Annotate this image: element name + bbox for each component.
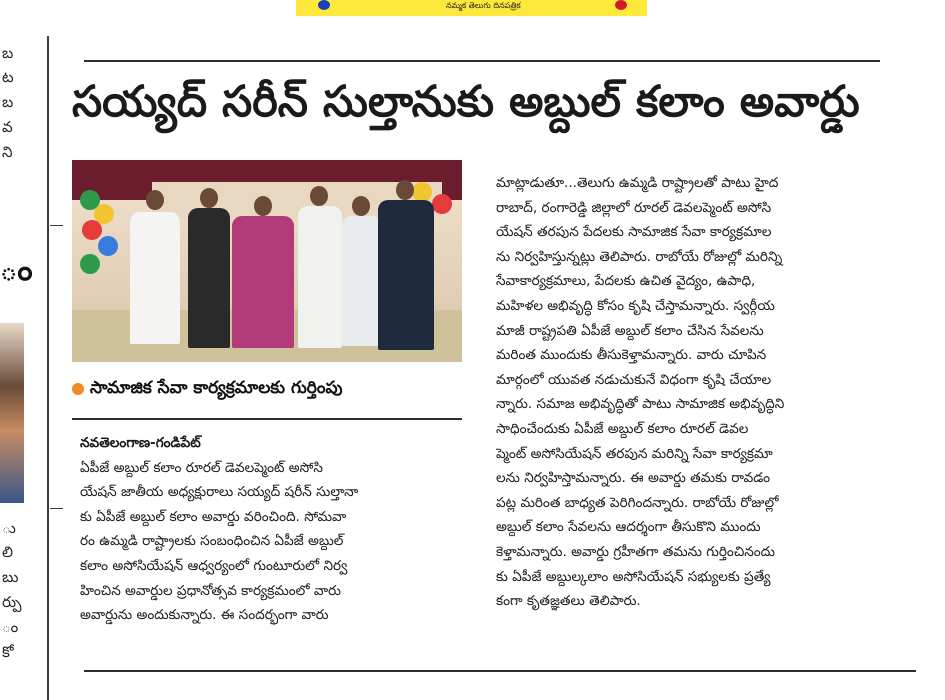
article-column-right: [496, 171, 888, 614]
article-text-line: కెళ్తామన్నారు. అవార్డు గ్రహీతగా తమను గుర్తించినందు: [496, 543, 775, 560]
article-text-line: మాజీ రాష్ట్రపతి ఏపీజే అబ్దుల్ కలాం చేసిన సేవలను: [496, 322, 764, 339]
article-dateline: నవతెలంగాణ-గండిపేట్: [80, 435, 201, 451]
fragment-text: బ: [2, 93, 14, 111]
person-figure: [342, 216, 382, 346]
person-head: [396, 180, 414, 200]
article-text-line: రాబాద్, రంగారెడ్డి జిల్లాలో రూరల్ డెవలప్మెంట్ అసోసి: [496, 199, 772, 216]
fragment-text: ు: [2, 519, 16, 537]
person-head: [352, 196, 370, 216]
masthead-tagline: నమ్మక తెలుగు దినపత్రిక: [446, 1, 521, 10]
article-text-line: మార్గంలో యువత నడుచుకునే విధంగా కృషి చేయాల: [496, 371, 772, 388]
balloon-decoration: [98, 236, 118, 256]
fragment-text: ర్పు: [2, 593, 22, 611]
article-text-line: యేషన్ జాతీయ అధ్యక్షురాలు సయ్యద్ షరీన్ సుల్తానా: [80, 484, 359, 501]
fragment-text: కో: [2, 643, 14, 661]
article-text-line: కలాం అసోసియేషన్ ఆధ్వర్యంలో గుంటూరులో నిర్వ: [80, 557, 348, 574]
divider-tick: [50, 225, 63, 226]
article-text-line: లను నిర్వహిస్తామన్నారు. ఈ అవార్డు తమకు రావడం: [496, 470, 770, 487]
balloon-decoration: [412, 182, 432, 202]
fragment-text: ట: [2, 68, 14, 86]
person-figure: [298, 206, 342, 348]
article-text-line: రం ఉమ్మడి రాష్ట్రాలకు సంబంధించిన ఏపీజే అబ్దుల్: [80, 533, 344, 550]
article-text-line: అబ్దుల్ కలాం సేవలను ఆదర్శంగా తీసుకొని ముందు: [496, 519, 761, 536]
person-head: [310, 186, 328, 206]
balloon-decoration: [80, 254, 100, 274]
article-text-line: ను నిర్వహిస్తున్నట్లు తెలిపారు. రాబోయే రోజుల్లో మరిన్ని: [496, 248, 783, 265]
article-text-line: కు ఏపీజే అబ్దుల్కలాం అసోసియేషన్ సభ్యులకు ప్రత్యే: [496, 568, 771, 585]
adjacent-photo-fragment: [0, 323, 24, 503]
article-text-line: మహిళల అభివృద్ధి కోసం కృషి చేస్తామన్నారు. స్వర్గీయ: [496, 297, 775, 314]
article-text-line: పట్ల మరింత బాధ్యత పెరిగిందన్నారు. రాబోయే రోజుల్లో: [496, 494, 779, 511]
fragment-text: ని: [2, 143, 13, 161]
article-text-line: సాధించేందుకు ఏపీజే అబ్దుల్ కలాం రూరల్ డెవల: [496, 420, 749, 437]
article-text-line: హించిన అవార్డుల ప్రధానోత్సవ కార్యక్రమంలో వారు: [80, 582, 341, 599]
article-text-line: న్నారు. సమాజ అభివృద్ధితో పాటు సామాజిక అభివృద్ధిని: [496, 396, 785, 413]
newspaper-logo-icon: [318, 0, 330, 10]
person-figure: [232, 216, 294, 348]
person-figure: [378, 200, 434, 350]
fragment-text: ం: [2, 618, 19, 636]
person-figure: [188, 208, 230, 348]
person-figure: [130, 212, 180, 344]
article-text-line: యేషన్ తరపున పేదలకు సామాజిక సేవా కార్యక్రమాల: [496, 224, 772, 241]
article-text-line: మరింత ముందుకు తీసుకెళ్తామన్నారు. వారు చూపిన: [496, 347, 767, 364]
person-head: [146, 190, 164, 210]
fragment-text: బ: [2, 44, 14, 62]
article-headline: సయ్యద్ సరీన్ సుల్తానుకు అబ్దుల్ కలాం అవార్డు: [72, 77, 860, 127]
article-bottom-rule: [84, 670, 916, 672]
article-text-line: అవార్డును అందుకున్నారు. ఈ సందర్భంగా వారు: [80, 607, 329, 624]
balloon-decoration: [82, 220, 102, 240]
balloon-decoration: [432, 194, 452, 214]
article-text-line: ప్మెంట్ అసోసియేషన్ తరపున మరిన్ని సేవా కార్యక్రమా: [496, 445, 773, 462]
person-head: [200, 188, 218, 208]
fragment-text: వ: [2, 118, 13, 136]
fragment-text: లి: [2, 543, 13, 561]
article-text-line: మాట్లాడుతూ...తెలుగు ఉమ్మడి రాష్ట్రాలతో పాటు హైద: [496, 175, 779, 191]
fragment-text: బు: [2, 568, 19, 586]
award-ceremony-photo: [72, 160, 462, 362]
article-text-line: ఏపీజే అబ్దుల్ కలాం రూరల్ డెవలప్మెంట్ అసోసి: [80, 459, 323, 476]
adjacent-column-heading-fragment: ం: [0, 253, 33, 288]
article-text-line: కంగా కృతజ్ఞతలు తెలిపారు.: [496, 593, 641, 610]
article-text-line: సేవాకార్యక్రమాలు, పేదలకు ఉచిత వైద్యం, ఉపాధి,: [496, 273, 756, 290]
person-head: [254, 196, 272, 216]
article-text-line: కు ఏపీజే అబ్దుల్ కలాం అవార్డు వరించింది. సోమవా: [80, 508, 347, 525]
column-divider: [47, 36, 49, 700]
photo-caption: సామాజిక సేవా కార్యక్రమాలకు గుర్తింపు: [90, 378, 343, 398]
caption-rule: [72, 418, 462, 420]
caption-bullet-icon: [72, 383, 84, 395]
article-top-rule: [84, 60, 880, 62]
divider-tick: [50, 508, 63, 509]
masthead-emblem-icon: [615, 0, 627, 10]
article-column-left: [80, 431, 472, 628]
masthead-banner: [296, 0, 647, 16]
